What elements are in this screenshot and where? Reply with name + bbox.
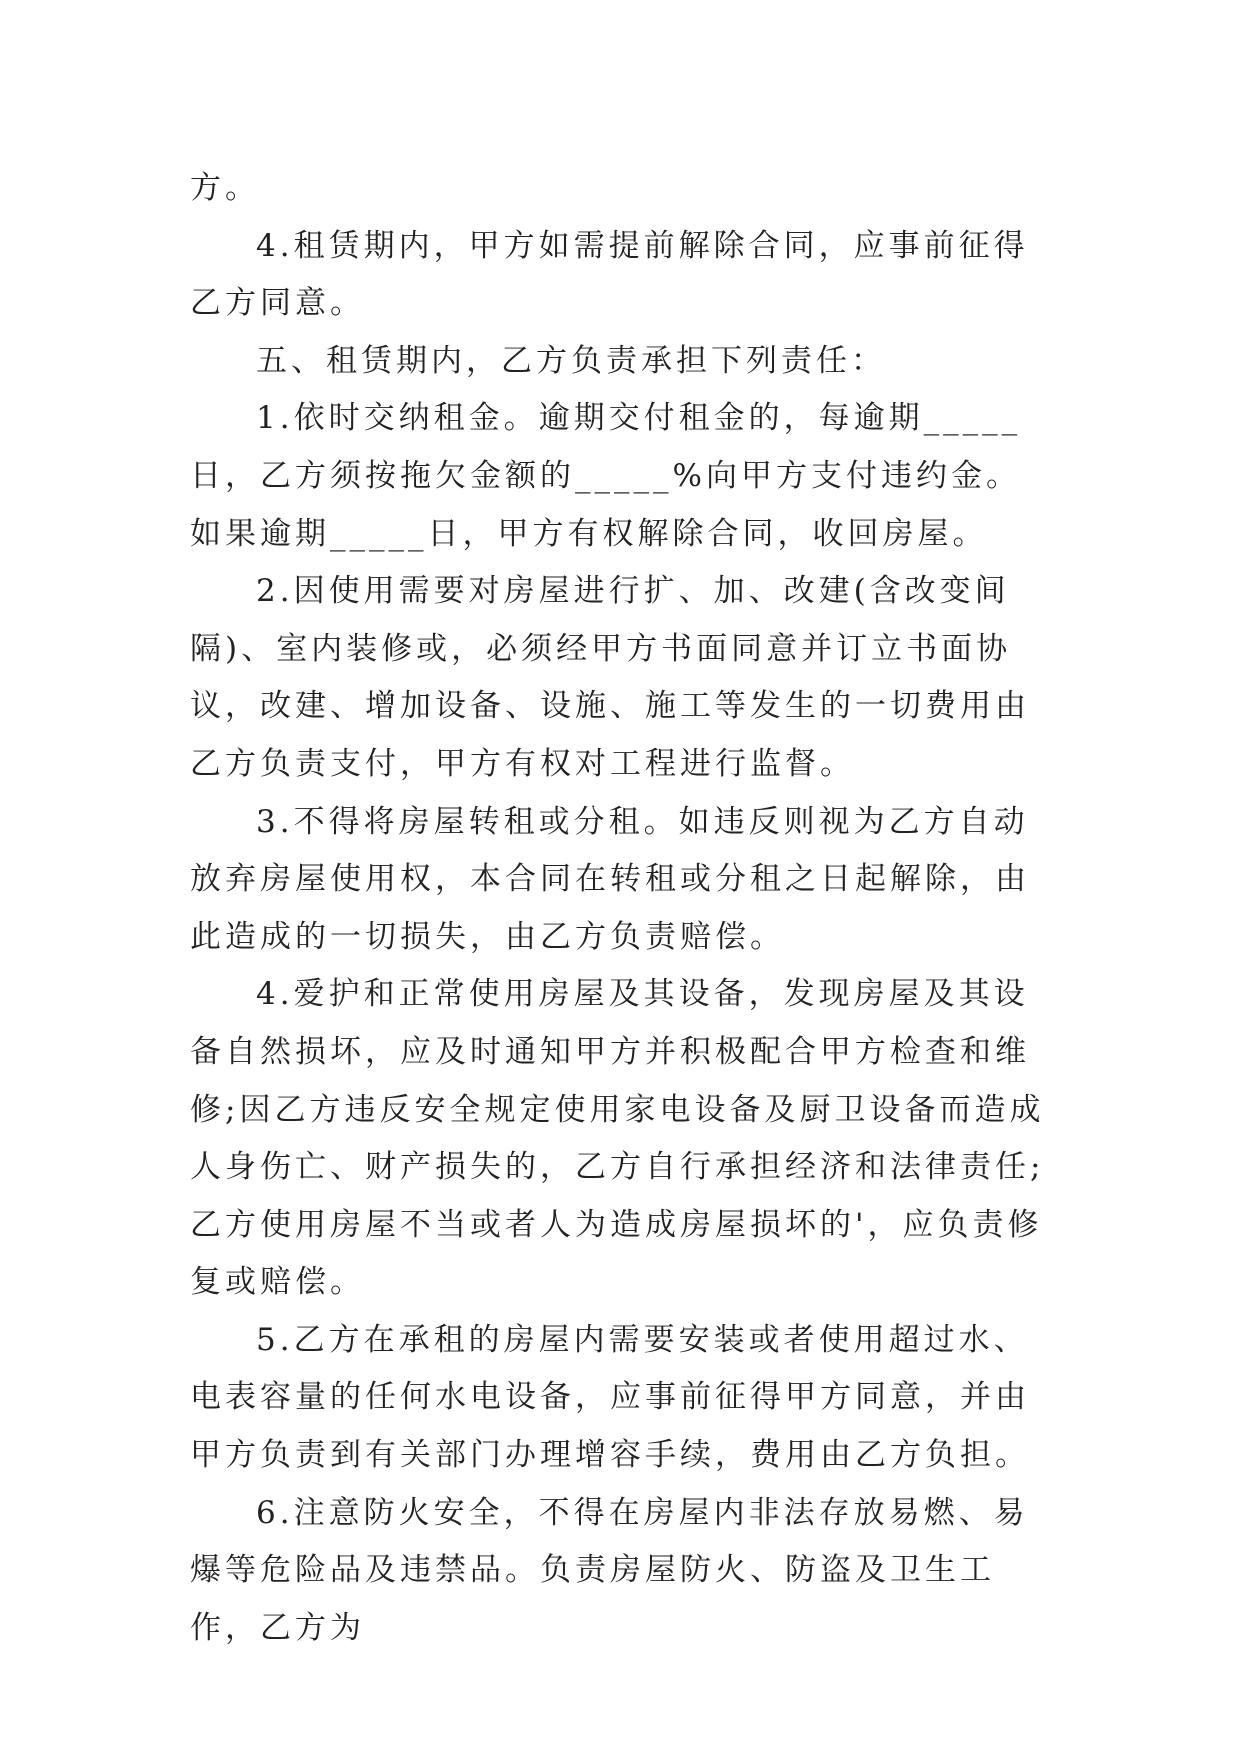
paragraph-2: 五、租赁期内，乙方负责承担下列责任： [256,342,886,379]
paragraph-7: 5.乙方在承租的房屋内需要安装或者使用超过水、电表容量的任何水电设备，应事前征得甲方同意，并由甲方负责到有关部门办理增容手续，费用由乙方负担。 [190,1321,1030,1474]
paragraph-4: 2.因使用需要对房屋进行扩、加、改建(含改变间隔)、室内装修或，必须经甲方书面同意并订立书面协议，改建、增加设备、设施、施工等发生的一切费用由乙方负责支付，甲方有权对工程进行监督。 [190,573,1030,782]
paragraph-0: 方。 [190,170,260,206]
paragraph-6: 4.爱护和正常使用房屋及其设备，发现房屋及其设备自然损坏，应及时通知甲方并积极配合甲方检查和维修;因乙方违反安全规定使用家电设备及厨卫设备而造成人身伤亡、财产损失的，乙方自行承担经济和法律责任;乙方使用房屋不当或者人为造成房屋损坏的'，应负责修复或赔偿。 [190,976,1045,1301]
paragraph-8: 6.注意防火安全，不得在房屋内非法存放易燃、易爆等危险品及违禁品。负责房屋防火、防盗及卫生工作，乙方为 [190,1494,1029,1646]
paragraph-5: 3.不得将房屋转租或分租。如违反则视为乙方自动放弃房屋使用权，本合同在转租或分租之日起解除，由此造成的一切损失，由乙方负责赔偿。 [190,803,1030,955]
document-body [190,160,1050,1657]
paragraph-3: 1.依时交纳租金。逾期交付租金的，每逾期_____日，乙方须按拖欠金额的_____%向甲方支付违约金。如果逾期_____日，甲方有权解除合同，收回房屋。 [190,400,1022,552]
paragraph-1: 4.租赁期内，甲方如需提前解除合同，应事前征得乙方同意。 [190,227,1029,322]
